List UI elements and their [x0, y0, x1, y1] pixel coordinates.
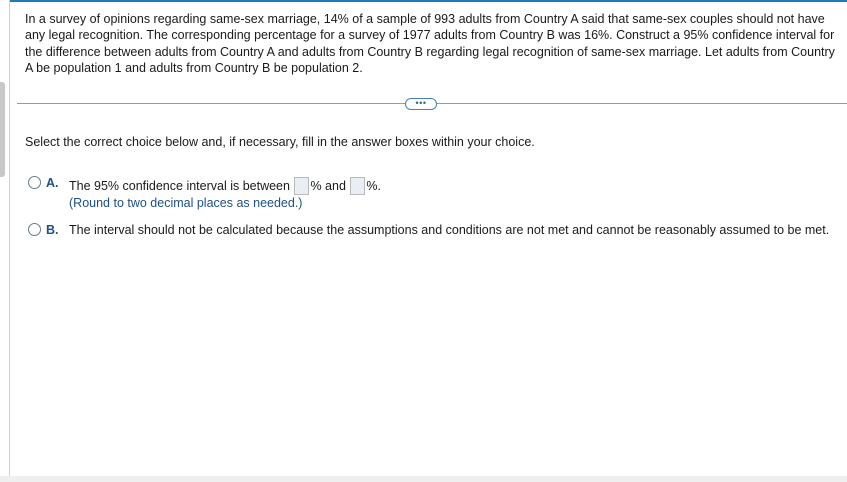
choice-b-letter: B. — [46, 223, 59, 237]
choice-b-radio[interactable] — [28, 223, 41, 236]
upper-bound-input[interactable] — [350, 177, 365, 195]
choice-a-text — [69, 177, 381, 195]
choice-a-letter: A. — [46, 176, 59, 190]
rounding-hint: (Round to two decimal places as needed.) — [69, 196, 303, 210]
left-border — [9, 0, 10, 476]
choice-a-radio[interactable] — [28, 176, 41, 189]
choice-a-text-middle: % and — [310, 179, 346, 193]
top-accent-rule — [10, 0, 847, 2]
choice-a-text-before: The 95% confidence interval is between — [69, 179, 290, 193]
expand-more-button[interactable]: ••• — [405, 98, 437, 110]
bottom-band — [0, 476, 847, 482]
choice-b-text: The interval should not be calculated because the assumptions and conditions are not met and cannot be reasonably assumed to be met. — [69, 223, 830, 237]
scrollbar-thumb[interactable] — [0, 82, 5, 177]
instruction-text: Select the correct choice below and, if necessary, fill in the answer boxes within your choice. — [25, 135, 535, 149]
lower-bound-input[interactable] — [294, 177, 309, 195]
choice-a-text-after: %. — [366, 179, 381, 193]
question-text: In a survey of opinions regarding same-sex marriage, 14% of a sample of 993 adults from Country A said that same-sex couples should not have any legal recognition. The corresponding percentage for a survey of 1977 adults from Country B was 16%. Construct a 95% confidence interval for the difference between adults from Country A and adults from Country B regarding legal recognition of same-sex marriage. Let adults from Country A be population 1 and adults from Country B be population 2. — [25, 12, 835, 75]
